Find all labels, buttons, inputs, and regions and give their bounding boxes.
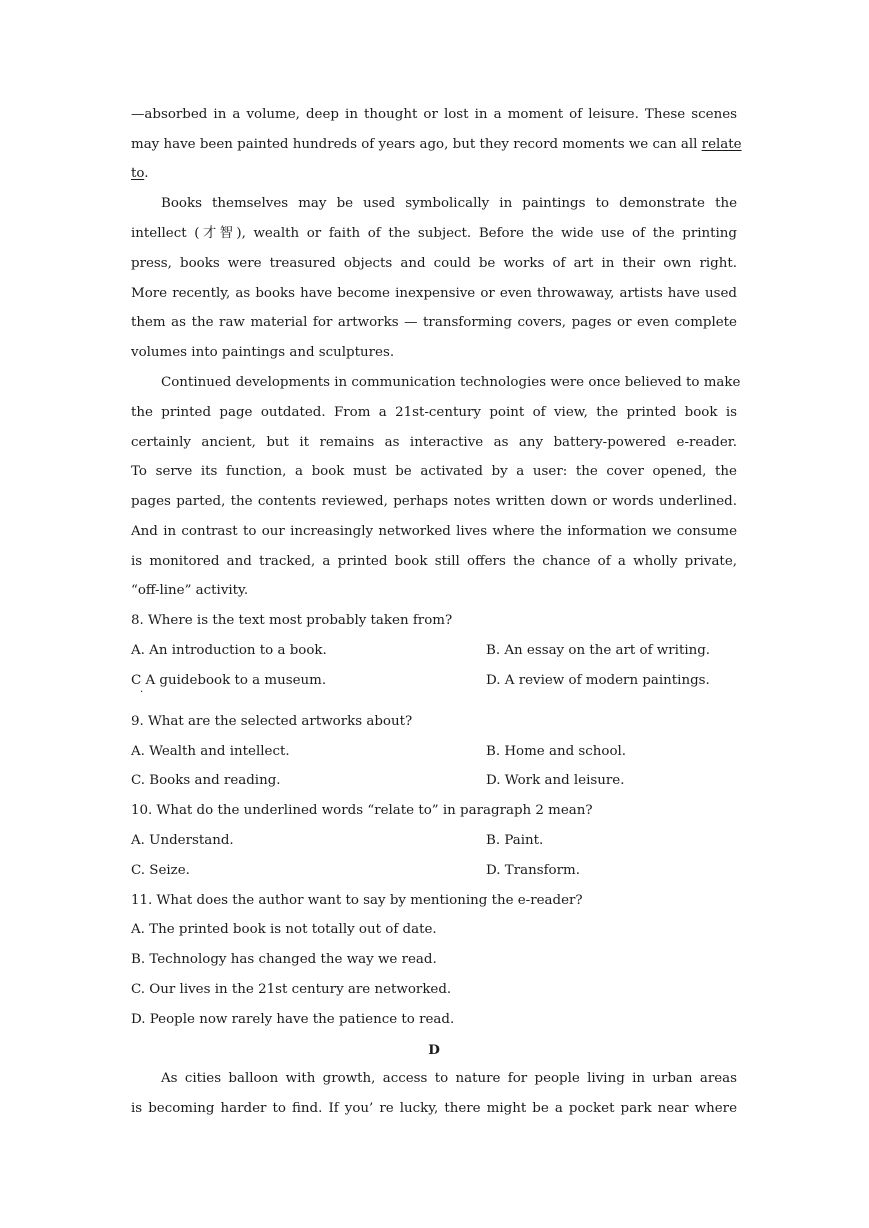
passage-c-p3-line-2: the printed page outdated. From a 21st-century point of view, the printed book is (131, 405, 737, 420)
question-11-option-d: D. People now rarely have the patience to read. (131, 1012, 455, 1027)
passage-c-p3-line-1: Continued developments in communication technologies were once believed to make (161, 375, 741, 390)
passage-c-p3-line-6: And in contrast to our increasingly networked lives where the information we consume (131, 524, 737, 539)
underlined-relate: relate (701, 137, 742, 152)
passage-c-p3-line-5: pages parted, the contents reviewed, perhaps notes written down or words underlined. (131, 494, 737, 509)
question-10-option-d: D. Transform. (486, 863, 580, 878)
passage-c-p2-line-3: press, books were treasured objects and could be works of art in their own right. (131, 256, 737, 271)
question-9-stem: 9. What are the selected artworks about? (131, 714, 413, 729)
passage-c-p3-line-3: certainly ancient, but it remains as interactive as any battery-powered e-reader. (131, 435, 737, 450)
question-10-option-a: A. Understand. (131, 833, 234, 848)
question-11-option-a: A. The printed book is not totally out of date. (131, 922, 437, 937)
passage-c-p2-line-1: Books themselves may be used symbolically in paintings to demonstrate the (161, 196, 737, 211)
passage-c-p2-line-2: intellect (才智), wealth or faith of the subject. Before the wide use of the printing (131, 226, 737, 241)
question-9-option-d: D. Work and leisure. (486, 773, 625, 788)
question-10-option-c: C. Seize. (131, 863, 190, 878)
underlined-to: to (131, 166, 145, 181)
question-8-option-d: D. A review of modern paintings. (486, 673, 710, 688)
question-9-option-b: B. Home and school. (486, 744, 627, 759)
question-8-stem: 8. Where is the text most probably taken from? (131, 613, 453, 628)
passage-d-line-1: As cities balloon with growth, access to nature for people living in urban areas (161, 1071, 737, 1086)
question-8-option-a: A. An introduction to a book. (131, 643, 327, 658)
passage-d-heading: D (428, 1042, 440, 1058)
question-9-option-c: C. Books and reading. (131, 773, 281, 788)
passage-c-p3-line-8: “off-line” activity. (131, 583, 249, 598)
question-11-option-c: C. Our lives in the 21st century are networked. (131, 982, 452, 997)
passage-c-p1-line-2 (131, 136, 742, 154)
passage-c-p1-line-3 (131, 165, 737, 183)
question-10-option-b: B. Paint. (486, 833, 544, 848)
passage-c-p3-line-7: is monitored and tracked, a printed book still offers the chance of a wholly private, (131, 554, 737, 569)
passage-c-p3-line-4: To serve its function, a book must be activated by a user: the cover opened, the (131, 464, 737, 479)
stray-dot-mark: · (140, 687, 144, 698)
passage-c-p2-line-5: them as the raw material for artworks — transforming covers, pages or even complete (131, 315, 737, 330)
question-11-option-b: B. Technology has changed the way we read. (131, 952, 437, 967)
question-8-option-b: B. An essay on the art of writing. (486, 643, 711, 658)
passage-c-p1-line-2-text: may have been painted hundreds of years ago, but they record moments we can all (131, 137, 702, 152)
passage-d-line-2: is becoming harder to find. If you’ re lucky, there might be a pocket park near where (131, 1101, 737, 1116)
question-8-option-c: C A guidebook to a museum. (131, 673, 327, 688)
passage-c-p1-line-1: —absorbed in a volume, deep in thought or lost in a moment of leisure. These scenes (131, 107, 737, 122)
question-11-stem: 11. What does the author want to say by mentioning the e-reader? (131, 893, 583, 908)
passage-c-p2-line-4: More recently, as books have become inexpensive or even throwaway, artists have used (131, 286, 737, 301)
question-9-option-a: A. Wealth and intellect. (131, 744, 290, 759)
passage-c-p2-line-6: volumes into paintings and sculptures. (131, 345, 395, 360)
passage-c-p1-line-3-end: . (144, 166, 149, 181)
question-10-stem: 10. What do the underlined words “relate to” in paragraph 2 mean? (131, 803, 593, 818)
